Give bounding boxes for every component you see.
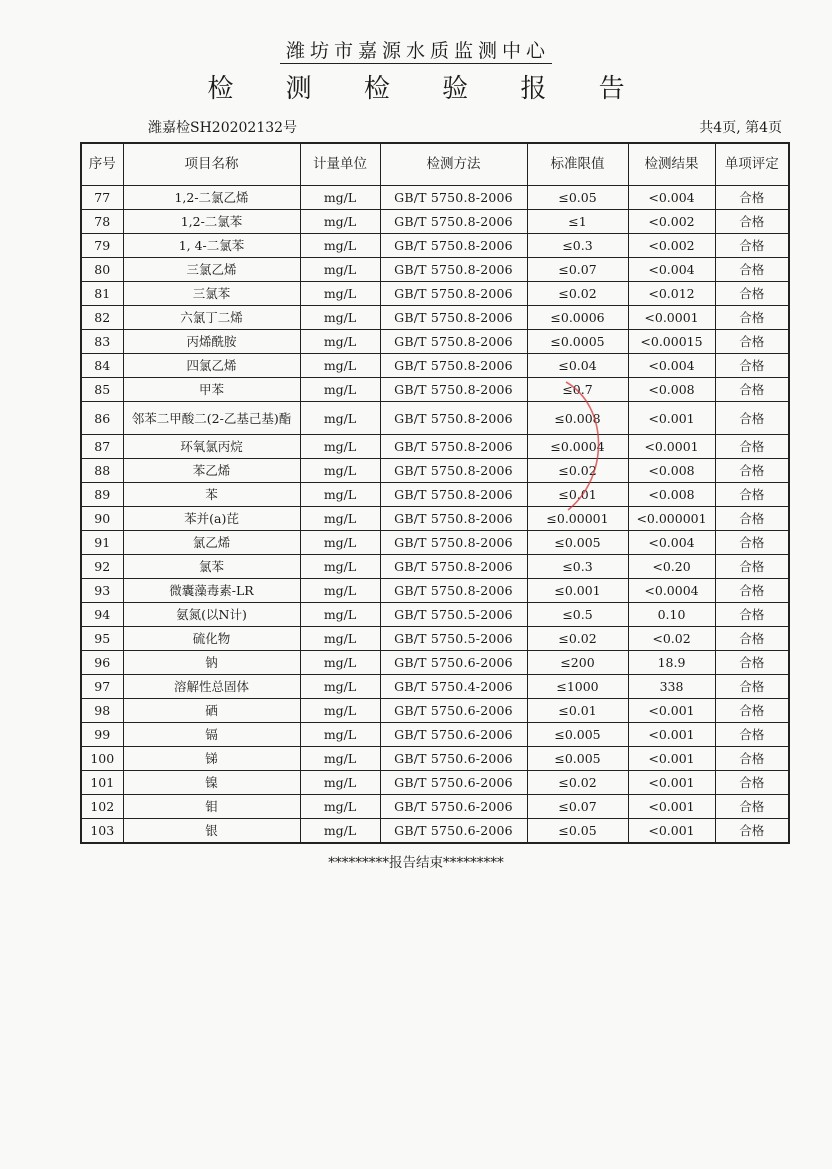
method-cell: GB/T 5750.6-2006 (380, 747, 527, 771)
method-cell: GB/T 5750.6-2006 (380, 651, 527, 675)
item-name-cell: 镉 (123, 723, 300, 747)
test-result-cell: <0.004 (628, 258, 715, 282)
row-number-cell: 97 (81, 675, 123, 699)
method-cell: GB/T 5750.8-2006 (380, 234, 527, 258)
row-number-cell: 82 (81, 306, 123, 330)
method-cell: GB/T 5750.6-2006 (380, 723, 527, 747)
unit-cell: mg/L (300, 354, 380, 378)
report-number: 潍嘉检SH20202132号 (148, 120, 298, 136)
table-header-row (81, 143, 789, 186)
item-name-cell: 六氯丁二烯 (123, 306, 300, 330)
method-cell: GB/T 5750.8-2006 (380, 402, 527, 435)
item-name-cell: 氯苯 (123, 555, 300, 579)
standard-limit-cell: ≤0.001 (527, 579, 628, 603)
item-name-cell: 微囊藻毒素-LR (123, 579, 300, 603)
unit-cell: mg/L (300, 795, 380, 819)
column-header: 计量单位 (300, 143, 380, 186)
table-row (81, 603, 789, 627)
assessment-cell: 合格 (715, 603, 789, 627)
table-row (81, 234, 789, 258)
standard-limit-cell: ≤1000 (527, 675, 628, 699)
table-row (81, 186, 789, 210)
assessment-cell: 合格 (715, 579, 789, 603)
test-result-cell: 0.10 (628, 603, 715, 627)
method-cell: GB/T 5750.6-2006 (380, 795, 527, 819)
row-number-cell: 86 (81, 402, 123, 435)
method-cell: GB/T 5750.8-2006 (380, 282, 527, 306)
assessment-cell: 合格 (715, 627, 789, 651)
table-row (81, 459, 789, 483)
item-name-cell: 1,2-二氯苯 (123, 210, 300, 234)
unit-cell: mg/L (300, 402, 380, 435)
standard-limit-cell: ≤0.04 (527, 354, 628, 378)
test-result-cell: <0.008 (628, 378, 715, 402)
table-body (81, 186, 789, 844)
unit-cell: mg/L (300, 282, 380, 306)
standard-limit-cell: ≤0.01 (527, 483, 628, 507)
standard-limit-cell: ≤1 (527, 210, 628, 234)
unit-cell: mg/L (300, 651, 380, 675)
standard-limit-cell: ≤0.7 (527, 378, 628, 402)
item-name-cell: 甲苯 (123, 378, 300, 402)
row-number-cell: 84 (81, 354, 123, 378)
report-end-marker: *********报告结束********* (328, 855, 504, 871)
assessment-cell: 合格 (715, 435, 789, 459)
item-name-cell: 钼 (123, 795, 300, 819)
assessment-cell: 合格 (715, 747, 789, 771)
item-name-cell: 苯乙烯 (123, 459, 300, 483)
standard-limit-cell: ≤0.01 (527, 699, 628, 723)
row-number-cell: 77 (81, 186, 123, 210)
test-result-cell: <0.002 (628, 234, 715, 258)
row-number-cell: 83 (81, 330, 123, 354)
item-name-cell: 溶解性总固体 (123, 675, 300, 699)
assessment-cell: 合格 (715, 306, 789, 330)
test-result-cell: <0.000001 (628, 507, 715, 531)
test-result-cell: <0.012 (628, 282, 715, 306)
item-name-cell: 1, 4-二氯苯 (123, 234, 300, 258)
table-row (81, 378, 789, 402)
assessment-cell: 合格 (715, 186, 789, 210)
method-cell: GB/T 5750.8-2006 (380, 555, 527, 579)
test-result-cell: <0.001 (628, 402, 715, 435)
table-row (81, 306, 789, 330)
test-result-cell: <0.001 (628, 723, 715, 747)
method-cell: GB/T 5750.8-2006 (380, 579, 527, 603)
table-row (81, 354, 789, 378)
unit-cell: mg/L (300, 186, 380, 210)
assessment-cell: 合格 (715, 258, 789, 282)
table-row (81, 747, 789, 771)
table-row (81, 507, 789, 531)
row-number-cell: 79 (81, 234, 123, 258)
method-cell: GB/T 5750.6-2006 (380, 699, 527, 723)
test-result-cell: <0.001 (628, 795, 715, 819)
assessment-cell: 合格 (715, 507, 789, 531)
item-name-cell: 苯并(a)芘 (123, 507, 300, 531)
assessment-cell: 合格 (715, 651, 789, 675)
table-row (81, 258, 789, 282)
test-result-cell: <0.02 (628, 627, 715, 651)
standard-limit-cell: ≤0.00001 (527, 507, 628, 531)
method-cell: GB/T 5750.4-2006 (380, 675, 527, 699)
assessment-cell: 合格 (715, 402, 789, 435)
unit-cell: mg/L (300, 210, 380, 234)
unit-cell: mg/L (300, 603, 380, 627)
assessment-cell: 合格 (715, 354, 789, 378)
unit-cell: mg/L (300, 747, 380, 771)
page-info: 共4页, 第4页 (699, 120, 782, 136)
table-row (81, 435, 789, 459)
row-number-cell: 101 (81, 771, 123, 795)
method-cell: GB/T 5750.5-2006 (380, 603, 527, 627)
standard-limit-cell: ≤0.005 (527, 531, 628, 555)
test-result-cell: <0.008 (628, 483, 715, 507)
item-name-cell: 镍 (123, 771, 300, 795)
assessment-cell: 合格 (715, 459, 789, 483)
row-number-cell: 95 (81, 627, 123, 651)
assessment-cell: 合格 (715, 234, 789, 258)
standard-limit-cell: ≤0.05 (527, 186, 628, 210)
standard-limit-cell: ≤0.07 (527, 258, 628, 282)
unit-cell: mg/L (300, 459, 380, 483)
standard-limit-cell: ≤0.0005 (527, 330, 628, 354)
table-row (81, 330, 789, 354)
unit-cell: mg/L (300, 723, 380, 747)
standard-limit-cell: ≤0.005 (527, 747, 628, 771)
item-name-cell: 硫化物 (123, 627, 300, 651)
item-name-cell: 银 (123, 819, 300, 844)
row-number-cell: 98 (81, 699, 123, 723)
method-cell: GB/T 5750.8-2006 (380, 507, 527, 531)
standard-limit-cell: ≤200 (527, 651, 628, 675)
item-name-cell: 三氯苯 (123, 282, 300, 306)
standard-limit-cell: ≤0.008 (527, 402, 628, 435)
standard-limit-cell: ≤0.3 (527, 234, 628, 258)
table-row (81, 555, 789, 579)
test-result-cell: <0.004 (628, 531, 715, 555)
unit-cell: mg/L (300, 435, 380, 459)
test-result-cell: <0.002 (628, 210, 715, 234)
method-cell: GB/T 5750.8-2006 (380, 210, 527, 234)
method-cell: GB/T 5750.6-2006 (380, 771, 527, 795)
item-name-cell: 邻苯二甲酸二(2-乙基己基)酯 (123, 402, 300, 435)
organization-name: 潍坊市嘉源水质监测中心 (0, 36, 832, 63)
row-number-cell: 99 (81, 723, 123, 747)
table-row (81, 210, 789, 234)
unit-cell: mg/L (300, 771, 380, 795)
item-name-cell: 锑 (123, 747, 300, 771)
row-number-cell: 78 (81, 210, 123, 234)
test-result-cell: <0.004 (628, 186, 715, 210)
unit-cell: mg/L (300, 699, 380, 723)
method-cell: GB/T 5750.5-2006 (380, 627, 527, 651)
table-row (81, 819, 789, 844)
row-number-cell: 87 (81, 435, 123, 459)
standard-limit-cell: ≤0.07 (527, 795, 628, 819)
test-result-cell: 18.9 (628, 651, 715, 675)
results-table (80, 142, 790, 844)
item-name-cell: 氨氮(以N计) (123, 603, 300, 627)
column-header: 标准限值 (527, 143, 628, 186)
item-name-cell: 丙烯酰胺 (123, 330, 300, 354)
method-cell: GB/T 5750.6-2006 (380, 819, 527, 844)
row-number-cell: 102 (81, 795, 123, 819)
report-title: 检 测 检 验 报 告 (207, 74, 647, 104)
row-number-cell: 90 (81, 507, 123, 531)
assessment-cell: 合格 (715, 531, 789, 555)
unit-cell: mg/L (300, 483, 380, 507)
test-result-cell: <0.001 (628, 699, 715, 723)
test-result-cell: <0.001 (628, 747, 715, 771)
assessment-cell: 合格 (715, 378, 789, 402)
row-number-cell: 100 (81, 747, 123, 771)
row-number-cell: 94 (81, 603, 123, 627)
table-row (81, 627, 789, 651)
row-number-cell: 92 (81, 555, 123, 579)
assessment-cell: 合格 (715, 282, 789, 306)
standard-limit-cell: ≤0.0006 (527, 306, 628, 330)
method-cell: GB/T 5750.8-2006 (380, 459, 527, 483)
method-cell: GB/T 5750.8-2006 (380, 354, 527, 378)
assessment-cell: 合格 (715, 483, 789, 507)
table-row (81, 723, 789, 747)
row-number-cell: 96 (81, 651, 123, 675)
assessment-cell: 合格 (715, 771, 789, 795)
item-name-cell: 钠 (123, 651, 300, 675)
standard-limit-cell: ≤0.05 (527, 819, 628, 844)
table-row (81, 483, 789, 507)
assessment-cell: 合格 (715, 555, 789, 579)
row-number-cell: 88 (81, 459, 123, 483)
test-result-cell: <0.008 (628, 459, 715, 483)
row-number-cell: 81 (81, 282, 123, 306)
unit-cell: mg/L (300, 819, 380, 844)
item-name-cell: 三氯乙烯 (123, 258, 300, 282)
unit-cell: mg/L (300, 579, 380, 603)
assessment-cell: 合格 (715, 330, 789, 354)
standard-limit-cell: ≤0.0004 (527, 435, 628, 459)
standard-limit-cell: ≤0.02 (527, 282, 628, 306)
table-row (81, 675, 789, 699)
test-result-cell: <0.0001 (628, 435, 715, 459)
item-name-cell: 硒 (123, 699, 300, 723)
unit-cell: mg/L (300, 555, 380, 579)
unit-cell: mg/L (300, 675, 380, 699)
standard-limit-cell: ≤0.005 (527, 723, 628, 747)
row-number-cell: 93 (81, 579, 123, 603)
assessment-cell: 合格 (715, 675, 789, 699)
test-result-cell: <0.001 (628, 819, 715, 844)
table-row (81, 771, 789, 795)
standard-limit-cell: ≤0.3 (527, 555, 628, 579)
standard-limit-cell: ≤0.02 (527, 459, 628, 483)
assessment-cell: 合格 (715, 723, 789, 747)
method-cell: GB/T 5750.8-2006 (380, 483, 527, 507)
table-row (81, 651, 789, 675)
table-row (81, 579, 789, 603)
table-row (81, 282, 789, 306)
standard-limit-cell: ≤0.5 (527, 603, 628, 627)
assessment-cell: 合格 (715, 699, 789, 723)
standard-limit-cell: ≤0.02 (527, 627, 628, 651)
unit-cell: mg/L (300, 330, 380, 354)
column-header: 检测方法 (380, 143, 527, 186)
row-number-cell: 80 (81, 258, 123, 282)
test-result-cell: <0.0001 (628, 306, 715, 330)
item-name-cell: 四氯乙烯 (123, 354, 300, 378)
item-name-cell: 环氧氯丙烷 (123, 435, 300, 459)
unit-cell: mg/L (300, 234, 380, 258)
unit-cell: mg/L (300, 507, 380, 531)
method-cell: GB/T 5750.8-2006 (380, 378, 527, 402)
row-number-cell: 85 (81, 378, 123, 402)
method-cell: GB/T 5750.8-2006 (380, 306, 527, 330)
test-result-cell: <0.0004 (628, 579, 715, 603)
assessment-cell: 合格 (715, 819, 789, 844)
row-number-cell: 89 (81, 483, 123, 507)
standard-limit-cell: ≤0.02 (527, 771, 628, 795)
column-header: 项目名称 (123, 143, 300, 186)
unit-cell: mg/L (300, 531, 380, 555)
column-header: 序号 (81, 143, 123, 186)
method-cell: GB/T 5750.8-2006 (380, 531, 527, 555)
column-header: 单项评定 (715, 143, 789, 186)
method-cell: GB/T 5750.8-2006 (380, 186, 527, 210)
test-result-cell: <0.20 (628, 555, 715, 579)
table-row (81, 795, 789, 819)
assessment-cell: 合格 (715, 210, 789, 234)
table-row (81, 531, 789, 555)
test-result-cell: <0.001 (628, 771, 715, 795)
method-cell: GB/T 5750.8-2006 (380, 435, 527, 459)
test-result-cell: <0.00015 (628, 330, 715, 354)
assessment-cell: 合格 (715, 795, 789, 819)
row-number-cell: 91 (81, 531, 123, 555)
row-number-cell: 103 (81, 819, 123, 844)
item-name-cell: 苯 (123, 483, 300, 507)
unit-cell: mg/L (300, 258, 380, 282)
unit-cell: mg/L (300, 378, 380, 402)
test-result-cell: <0.004 (628, 354, 715, 378)
table-row (81, 699, 789, 723)
item-name-cell: 氯乙烯 (123, 531, 300, 555)
method-cell: GB/T 5750.8-2006 (380, 258, 527, 282)
item-name-cell: 1,2-二氯乙烯 (123, 186, 300, 210)
table-row (81, 402, 789, 435)
unit-cell: mg/L (300, 627, 380, 651)
test-result-cell: 338 (628, 675, 715, 699)
unit-cell: mg/L (300, 306, 380, 330)
column-header: 检测结果 (628, 143, 715, 186)
method-cell: GB/T 5750.8-2006 (380, 330, 527, 354)
